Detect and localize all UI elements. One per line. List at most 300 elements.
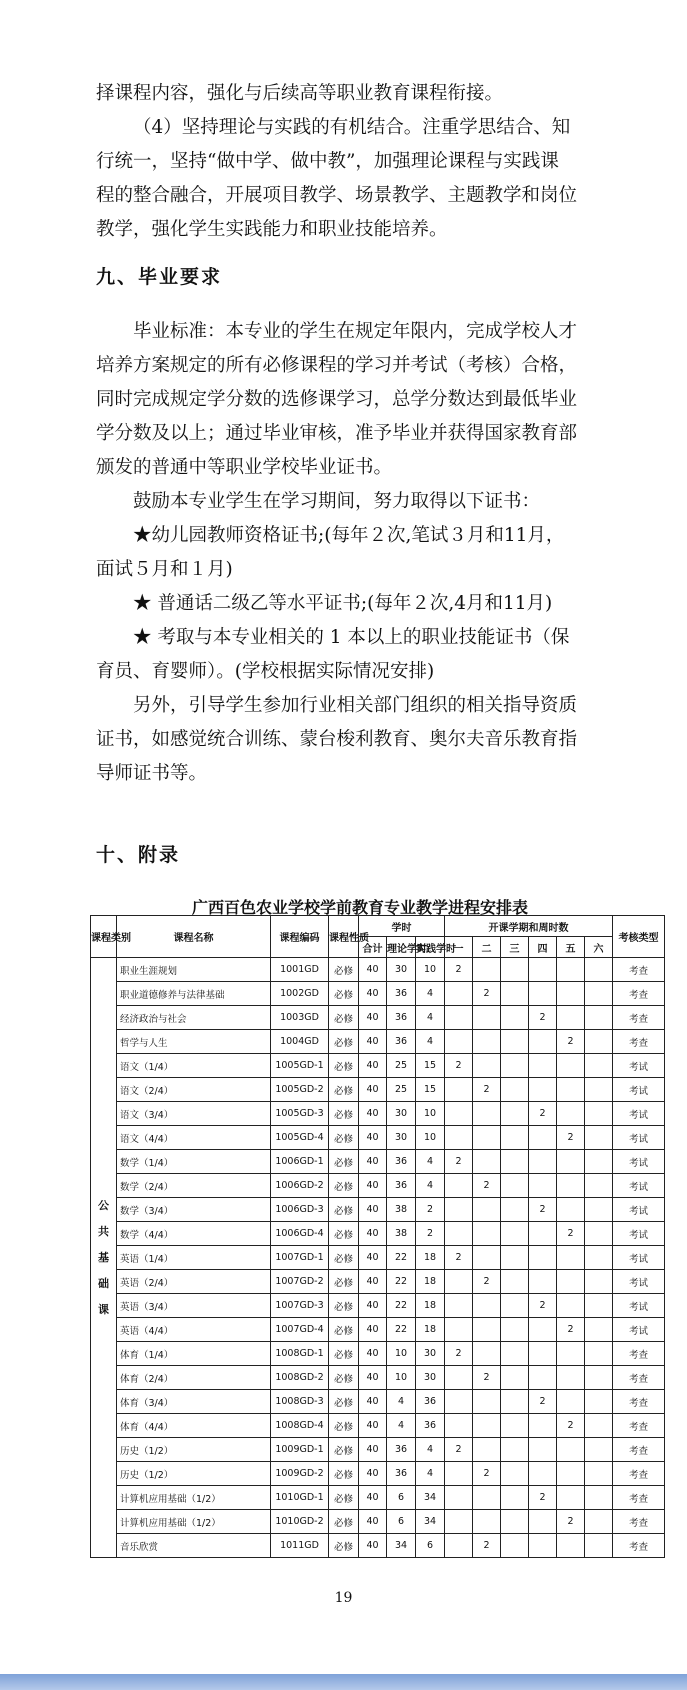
practice-hours-cell: 10	[416, 1102, 445, 1126]
term-6-cell	[585, 1126, 613, 1150]
term-2-cell	[473, 1414, 501, 1438]
term-6-cell	[585, 1102, 613, 1126]
course-name-cell: 数学（3/4）	[117, 1198, 271, 1222]
table-row	[91, 1342, 665, 1366]
course-code-cell: 1007GD-1	[271, 1246, 329, 1270]
course-nature-cell: 必修	[329, 1126, 359, 1150]
course-code-cell: 1007GD-3	[271, 1294, 329, 1318]
term-3-cell	[501, 1390, 529, 1414]
term-5-cell: 2	[557, 1030, 585, 1054]
assessment-cell: 考查	[613, 1366, 665, 1390]
term-2-cell: 2	[473, 1270, 501, 1294]
course-name-cell: 体育（3/4）	[117, 1390, 271, 1414]
total-hours-cell: 40	[359, 1342, 387, 1366]
total-hours-cell: 40	[359, 1486, 387, 1510]
term-3-cell	[501, 1366, 529, 1390]
term-3-cell	[501, 1414, 529, 1438]
term-3-cell	[501, 1030, 529, 1054]
course-name-cell: 哲学与人生	[117, 1030, 271, 1054]
practice-hours-cell: 10	[416, 958, 445, 982]
term-3-cell	[501, 1126, 529, 1150]
term-4-cell	[529, 982, 557, 1006]
course-code-cell: 1008GD-2	[271, 1366, 329, 1390]
section-heading-appendix: 十、附录	[96, 844, 181, 866]
assessment-cell: 考试	[613, 1270, 665, 1294]
theory-hours-cell: 22	[387, 1294, 416, 1318]
term-2-cell: 2	[473, 982, 501, 1006]
total-hours-cell: 40	[359, 1462, 387, 1486]
term-2-cell	[473, 1054, 501, 1078]
course-code-cell: 1005GD-1	[271, 1054, 329, 1078]
course-name-cell: 计算机应用基础（1/2）	[117, 1510, 271, 1534]
term-3-cell	[501, 1102, 529, 1126]
course-code-cell: 1005GD-2	[271, 1078, 329, 1102]
term-5-cell	[557, 1246, 585, 1270]
term-2-cell	[473, 1030, 501, 1054]
term-6-cell	[585, 1054, 613, 1078]
table-row	[91, 1054, 665, 1078]
term-1-cell	[445, 1270, 473, 1294]
total-hours-cell: 40	[359, 1366, 387, 1390]
term-5-cell	[557, 1102, 585, 1126]
term-6-cell	[585, 1006, 613, 1030]
term-5-cell	[557, 958, 585, 982]
term-1-cell	[445, 1390, 473, 1414]
total-hours-cell: 40	[359, 1270, 387, 1294]
term-3-cell	[501, 1438, 529, 1462]
course-name-cell: 英语（4/4）	[117, 1318, 271, 1342]
course-name-cell: 英语（1/4）	[117, 1246, 271, 1270]
assessment-cell: 考试	[613, 1078, 665, 1102]
theory-hours-cell: 25	[387, 1054, 416, 1078]
term-2-cell	[473, 1342, 501, 1366]
term-4-cell	[529, 1462, 557, 1486]
practice-hours-cell: 36	[416, 1414, 445, 1438]
total-hours-cell: 40	[359, 958, 387, 982]
course-code-cell: 1009GD-1	[271, 1438, 329, 1462]
practice-hours-cell: 2	[416, 1198, 445, 1222]
certificate-item: ★ 普通话二级乙等水平证书;(每年２次,4月和11月)	[133, 593, 553, 614]
paragraph-line: 面试５月和１月)	[96, 559, 233, 580]
term-6-cell	[585, 1150, 613, 1174]
theory-hours-cell: 10	[387, 1342, 416, 1366]
term-4-cell: 2	[529, 1294, 557, 1318]
category-label: 公共基础课	[98, 1198, 109, 1316]
header-course-name: 课程名称	[117, 916, 271, 958]
term-4-cell: 2	[529, 1390, 557, 1414]
theory-hours-cell: 38	[387, 1198, 416, 1222]
term-4-cell	[529, 1030, 557, 1054]
table-row	[91, 1390, 665, 1414]
term-6-cell	[585, 1318, 613, 1342]
course-nature-cell: 必修	[329, 1030, 359, 1054]
course-name-cell: 语文（1/4）	[117, 1054, 271, 1078]
course-code-cell: 1006GD-2	[271, 1174, 329, 1198]
practice-hours-cell: 18	[416, 1270, 445, 1294]
term-6-cell	[585, 1174, 613, 1198]
course-code-cell: 1004GD	[271, 1030, 329, 1054]
paragraph-line: 学分数及以上；通过毕业审核，准予毕业并获得国家教育部	[96, 423, 578, 444]
course-nature-cell: 必修	[329, 1294, 359, 1318]
header-total: 合计	[359, 937, 387, 958]
term-1-cell	[445, 1366, 473, 1390]
practice-hours-cell: 18	[416, 1318, 445, 1342]
theory-hours-cell: 36	[387, 1462, 416, 1486]
table-row	[91, 982, 665, 1006]
term-3-cell	[501, 1318, 529, 1342]
term-6-cell	[585, 1510, 613, 1534]
term-4-cell	[529, 1534, 557, 1558]
course-code-cell: 1008GD-4	[271, 1414, 329, 1438]
table-row	[91, 1030, 665, 1054]
table-row	[91, 1150, 665, 1174]
term-5-cell	[557, 1486, 585, 1510]
theory-hours-cell: 36	[387, 982, 416, 1006]
header-term-1: 一	[445, 937, 473, 958]
table-row	[91, 958, 665, 982]
term-1-cell	[445, 1126, 473, 1150]
course-name-cell: 数学（1/4）	[117, 1150, 271, 1174]
paragraph-line: 同时完成规定学分数的选修课学习，总学分数达到最低毕业	[96, 389, 578, 410]
term-3-cell	[501, 1342, 529, 1366]
table-row	[91, 1198, 665, 1222]
practice-hours-cell: 18	[416, 1294, 445, 1318]
term-2-cell	[473, 958, 501, 982]
course-nature-cell: 必修	[329, 1390, 359, 1414]
term-4-cell: 2	[529, 1198, 557, 1222]
paragraph-line: 证书，如感觉统合训练、蒙台梭利教育、奥尔夫音乐教育指	[96, 729, 578, 750]
term-6-cell	[585, 1438, 613, 1462]
term-5-cell	[557, 1534, 585, 1558]
practice-hours-cell: 36	[416, 1390, 445, 1414]
term-4-cell	[529, 1126, 557, 1150]
course-code-cell: 1009GD-2	[271, 1462, 329, 1486]
term-6-cell	[585, 1390, 613, 1414]
term-6-cell	[585, 1366, 613, 1390]
theory-hours-cell: 4	[387, 1390, 416, 1414]
theory-hours-cell: 6	[387, 1486, 416, 1510]
term-1-cell	[445, 1222, 473, 1246]
term-4-cell	[529, 1414, 557, 1438]
course-name-cell: 数学（2/4）	[117, 1174, 271, 1198]
term-4-cell	[529, 1342, 557, 1366]
term-5-cell: 2	[557, 1510, 585, 1534]
assessment-cell: 考查	[613, 1414, 665, 1438]
paragraph-line: 程的整合融合，开展项目教学、场景教学、主题教学和岗位	[96, 185, 578, 206]
course-code-cell: 1010GD-1	[271, 1486, 329, 1510]
practice-hours-cell: 4	[416, 1174, 445, 1198]
total-hours-cell: 40	[359, 1246, 387, 1270]
practice-hours-cell: 4	[416, 1462, 445, 1486]
practice-hours-cell: 4	[416, 1150, 445, 1174]
term-3-cell	[501, 982, 529, 1006]
term-3-cell	[501, 1150, 529, 1174]
course-name-cell: 体育（4/4）	[117, 1414, 271, 1438]
assessment-cell: 考查	[613, 1462, 665, 1486]
term-4-cell	[529, 1318, 557, 1342]
course-code-cell: 1007GD-2	[271, 1270, 329, 1294]
term-2-cell: 2	[473, 1174, 501, 1198]
header-category: 课程类别	[91, 916, 117, 958]
term-4-cell: 2	[529, 1006, 557, 1030]
practice-hours-cell: 4	[416, 1030, 445, 1054]
term-3-cell	[501, 1486, 529, 1510]
total-hours-cell: 40	[359, 1126, 387, 1150]
term-5-cell: 2	[557, 1414, 585, 1438]
course-nature-cell: 必修	[329, 1006, 359, 1030]
course-code-cell: 1008GD-3	[271, 1390, 329, 1414]
schedule-table	[90, 915, 665, 1558]
term-2-cell: 2	[473, 1462, 501, 1486]
course-code-cell: 1011GD	[271, 1534, 329, 1558]
table-row	[91, 1486, 665, 1510]
term-6-cell	[585, 1246, 613, 1270]
term-6-cell	[585, 958, 613, 982]
course-name-cell: 英语（2/4）	[117, 1270, 271, 1294]
table-row	[91, 1102, 665, 1126]
term-6-cell	[585, 1486, 613, 1510]
term-6-cell	[585, 1078, 613, 1102]
term-5-cell	[557, 1006, 585, 1030]
header-term-6: 六	[585, 937, 613, 958]
total-hours-cell: 40	[359, 1222, 387, 1246]
total-hours-cell: 40	[359, 1294, 387, 1318]
paragraph-line: 鼓励本专业学生在学习期间，努力取得以下证书：	[133, 491, 541, 512]
term-1-cell: 2	[445, 958, 473, 982]
course-nature-cell: 必修	[329, 1438, 359, 1462]
total-hours-cell: 40	[359, 1078, 387, 1102]
course-name-cell: 历史（1/2）	[117, 1438, 271, 1462]
theory-hours-cell: 36	[387, 1150, 416, 1174]
course-nature-cell: 必修	[329, 1246, 359, 1270]
term-1-cell	[445, 1198, 473, 1222]
term-6-cell	[585, 1342, 613, 1366]
term-5-cell	[557, 1342, 585, 1366]
course-name-cell: 职业道德修养与法律基础	[117, 982, 271, 1006]
practice-hours-cell: 15	[416, 1054, 445, 1078]
assessment-cell: 考查	[613, 1486, 665, 1510]
assessment-cell: 考试	[613, 1174, 665, 1198]
term-5-cell	[557, 1174, 585, 1198]
term-1-cell	[445, 1294, 473, 1318]
course-name-cell: 英语（3/4）	[117, 1294, 271, 1318]
term-2-cell	[473, 1198, 501, 1222]
term-5-cell	[557, 1270, 585, 1294]
course-nature-cell: 必修	[329, 1462, 359, 1486]
table-row	[91, 1510, 665, 1534]
term-4-cell	[529, 1222, 557, 1246]
term-4-cell	[529, 1438, 557, 1462]
course-nature-cell: 必修	[329, 1222, 359, 1246]
header-course-code: 课程编码	[271, 916, 329, 958]
certificate-item: ★ 考取与本专业相关的 1 本以上的职业技能证书（保	[133, 627, 570, 648]
table-row	[91, 1294, 665, 1318]
course-nature-cell: 必修	[329, 1270, 359, 1294]
term-2-cell	[473, 1390, 501, 1414]
term-1-cell: 2	[445, 1438, 473, 1462]
paragraph-line: 教学，强化学生实践能力和职业技能培养。	[96, 219, 448, 240]
course-nature-cell: 必修	[329, 1342, 359, 1366]
section-heading-graduation: 九、毕业要求	[96, 266, 223, 288]
term-3-cell	[501, 1198, 529, 1222]
term-4-cell: 2	[529, 1102, 557, 1126]
assessment-cell: 考试	[613, 1318, 665, 1342]
course-name-cell: 体育（1/4）	[117, 1342, 271, 1366]
term-1-cell: 2	[445, 1246, 473, 1270]
course-name-cell: 计算机应用基础（1/2）	[117, 1486, 271, 1510]
header-course-nature: 课程性质	[329, 916, 359, 958]
assessment-cell: 考试	[613, 1198, 665, 1222]
term-1-cell: 2	[445, 1342, 473, 1366]
course-name-cell: 职业生涯规划	[117, 958, 271, 982]
term-1-cell	[445, 1006, 473, 1030]
table-row	[91, 1462, 665, 1486]
theory-hours-cell: 36	[387, 1006, 416, 1030]
term-6-cell	[585, 1030, 613, 1054]
term-3-cell	[501, 1270, 529, 1294]
term-5-cell	[557, 1078, 585, 1102]
assessment-cell: 考试	[613, 1150, 665, 1174]
page-number: 19	[334, 1590, 353, 1606]
term-4-cell	[529, 1366, 557, 1390]
course-nature-cell: 必修	[329, 1198, 359, 1222]
paragraph-line: （4）坚持理论与实践的有机结合。注重学思结合、知	[133, 117, 571, 138]
course-nature-cell: 必修	[329, 982, 359, 1006]
course-code-cell: 1005GD-4	[271, 1126, 329, 1150]
term-6-cell	[585, 1462, 613, 1486]
theory-hours-cell: 30	[387, 1126, 416, 1150]
header-term-5: 五	[557, 937, 585, 958]
theory-hours-cell: 36	[387, 1174, 416, 1198]
term-2-cell	[473, 1438, 501, 1462]
course-nature-cell: 必修	[329, 1318, 359, 1342]
assessment-cell: 考试	[613, 1102, 665, 1126]
header-term-group: 开课学期和周时数	[445, 916, 613, 937]
assessment-cell: 考试	[613, 1294, 665, 1318]
theory-hours-cell: 4	[387, 1414, 416, 1438]
term-3-cell	[501, 1054, 529, 1078]
term-5-cell: 2	[557, 1318, 585, 1342]
practice-hours-cell: 30	[416, 1342, 445, 1366]
course-nature-cell: 必修	[329, 1366, 359, 1390]
table-row	[91, 1174, 665, 1198]
theory-hours-cell: 38	[387, 1222, 416, 1246]
table-row	[91, 1270, 665, 1294]
theory-hours-cell: 22	[387, 1246, 416, 1270]
term-1-cell	[445, 1414, 473, 1438]
theory-hours-cell: 34	[387, 1534, 416, 1558]
header-term-2: 二	[473, 937, 501, 958]
term-5-cell: 2	[557, 1126, 585, 1150]
course-nature-cell: 必修	[329, 1150, 359, 1174]
course-code-cell: 1008GD-1	[271, 1342, 329, 1366]
total-hours-cell: 40	[359, 1318, 387, 1342]
term-5-cell	[557, 1198, 585, 1222]
table-row	[91, 1366, 665, 1390]
term-5-cell: 2	[557, 1222, 585, 1246]
course-code-cell: 1006GD-4	[271, 1222, 329, 1246]
practice-hours-cell: 4	[416, 1006, 445, 1030]
term-6-cell	[585, 1198, 613, 1222]
term-2-cell: 2	[473, 1078, 501, 1102]
theory-hours-cell: 22	[387, 1318, 416, 1342]
term-4-cell	[529, 1174, 557, 1198]
term-1-cell: 2	[445, 1054, 473, 1078]
course-name-cell: 语文（2/4）	[117, 1078, 271, 1102]
assessment-cell: 考查	[613, 1510, 665, 1534]
term-5-cell	[557, 1390, 585, 1414]
course-name-cell: 历史（1/2）	[117, 1462, 271, 1486]
course-name-cell: 音乐欣赏	[117, 1534, 271, 1558]
course-nature-cell: 必修	[329, 1054, 359, 1078]
term-1-cell: 2	[445, 1150, 473, 1174]
total-hours-cell: 40	[359, 982, 387, 1006]
practice-hours-cell: 30	[416, 1366, 445, 1390]
term-2-cell	[473, 1102, 501, 1126]
assessment-cell: 考查	[613, 1030, 665, 1054]
term-5-cell	[557, 1366, 585, 1390]
paragraph-line: 另外，引导学生参加行业相关部门组织的相关指导资质	[133, 695, 578, 716]
assessment-cell: 考试	[613, 1054, 665, 1078]
term-6-cell	[585, 1222, 613, 1246]
theory-hours-cell: 36	[387, 1438, 416, 1462]
term-1-cell	[445, 1534, 473, 1558]
total-hours-cell: 40	[359, 1030, 387, 1054]
term-5-cell	[557, 982, 585, 1006]
total-hours-cell: 40	[359, 1390, 387, 1414]
header-practice: 实践学时	[416, 937, 445, 958]
course-name-cell: 数学（4/4）	[117, 1222, 271, 1246]
practice-hours-cell: 15	[416, 1078, 445, 1102]
term-2-cell	[473, 1150, 501, 1174]
term-3-cell	[501, 1246, 529, 1270]
total-hours-cell: 40	[359, 1534, 387, 1558]
window-bottom-bar	[0, 1674, 687, 1690]
assessment-cell: 考查	[613, 1342, 665, 1366]
header-hours: 学时	[359, 916, 445, 937]
term-2-cell	[473, 1222, 501, 1246]
practice-hours-cell: 10	[416, 1126, 445, 1150]
practice-hours-cell: 2	[416, 1222, 445, 1246]
term-5-cell	[557, 1150, 585, 1174]
term-1-cell	[445, 982, 473, 1006]
header-term-4: 四	[529, 937, 557, 958]
term-3-cell	[501, 1222, 529, 1246]
assessment-cell: 考查	[613, 1438, 665, 1462]
paragraph-line: 行统一，坚持“做中学、做中教”，加强理论课程与实践课	[96, 151, 559, 172]
term-1-cell	[445, 1510, 473, 1534]
table-row	[91, 1222, 665, 1246]
course-nature-cell: 必修	[329, 1174, 359, 1198]
term-2-cell	[473, 1510, 501, 1534]
total-hours-cell: 40	[359, 1198, 387, 1222]
term-3-cell	[501, 1462, 529, 1486]
term-1-cell	[445, 1078, 473, 1102]
practice-hours-cell: 18	[416, 1246, 445, 1270]
total-hours-cell: 40	[359, 1054, 387, 1078]
term-2-cell	[473, 1126, 501, 1150]
table-row	[91, 1318, 665, 1342]
assessment-cell: 考查	[613, 1006, 665, 1030]
course-nature-cell: 必修	[329, 1534, 359, 1558]
paragraph-line: 颁发的普通中等职业学校毕业证书。	[96, 457, 393, 478]
term-1-cell	[445, 1030, 473, 1054]
term-4-cell	[529, 1510, 557, 1534]
term-4-cell	[529, 1246, 557, 1270]
theory-hours-cell: 36	[387, 1030, 416, 1054]
table-row	[91, 1006, 665, 1030]
term-1-cell	[445, 1486, 473, 1510]
